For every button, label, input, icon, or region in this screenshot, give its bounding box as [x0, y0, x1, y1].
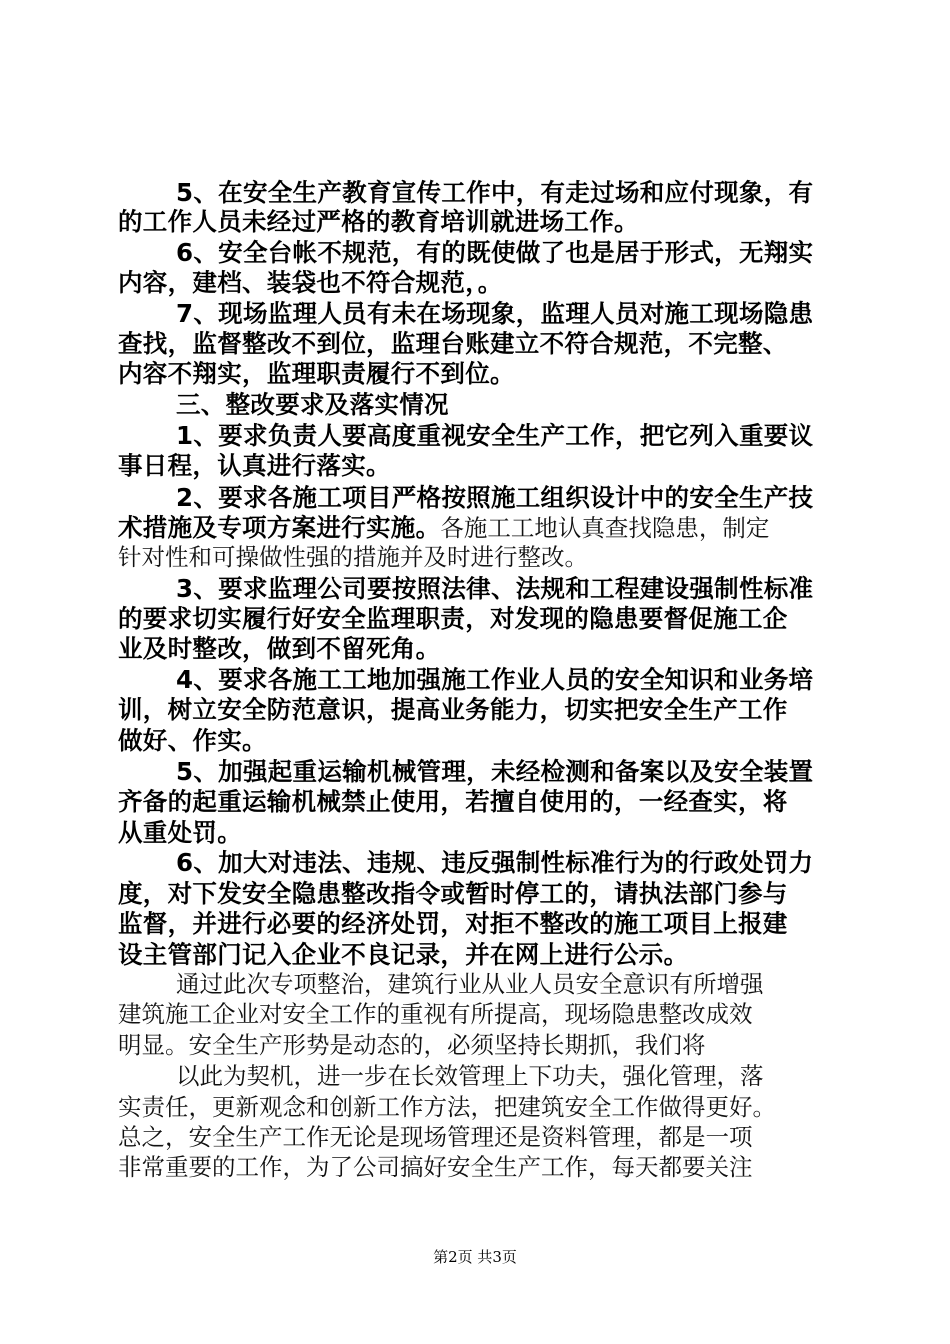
text-line: 6、加大对违法、违规、违反强制性标准行为的行政处罚力 — [176, 848, 814, 877]
text-line — [118, 513, 770, 542]
text-segment: 各施工工地认真查找隐患，制定 — [440, 514, 770, 542]
text-line: 监督，并进行必要的经济处罚，对拒不整改的施工项目上报建 — [118, 909, 788, 938]
text-line: 3、要求监理公司要按照法律、法规和工程建设强制性标准 — [176, 574, 814, 603]
text-line: 通过此次专项整治，建筑行业从业人员安全意识有所增强 — [176, 970, 764, 998]
text-line: 以此为契机，进一步在长效管理上下功夫，强化管理，落 — [176, 1062, 764, 1090]
text-line: 做好、作实。 — [118, 726, 267, 755]
text-line: 5、在安全生产教育宣传工作中，有走过场和应付现象，有 — [176, 178, 814, 207]
section-heading: 三、整改要求及落实情况 — [176, 390, 449, 419]
text-line: 5、加强起重运输机械管理，未经检测和备案以及安全装置 — [176, 757, 814, 786]
text-segment: 术措施及专项方案进行实施。 — [118, 513, 441, 542]
text-line: 针对性和可操做性强的措施并及时进行整改。 — [118, 543, 588, 571]
text-line: 明显。安全生产形势是动态的，必须坚持长期抓，我们将 — [118, 1031, 706, 1059]
text-line: 设主管部门记入企业不良记录，并在网上进行公示。 — [118, 940, 689, 969]
page-number-footer: 第2页 共3页 — [433, 1248, 517, 1266]
text-line: 度，对下发安全隐患整改指令或暂时停工的，请执法部门参与 — [118, 879, 788, 908]
text-line: 总之，安全生产工作无论是现场管理还是资料管理，都是一项 — [118, 1123, 753, 1151]
text-line: 非常重要的工作，为了公司搞好安全生产工作，每天都要关注 — [118, 1153, 753, 1181]
text-line: 查找，监督整改不到位，监理台账建立不符合规范，不完整、 — [118, 329, 788, 358]
text-line: 4、要求各施工工地加强施工作业人员的安全知识和业务培 — [176, 665, 814, 694]
text-line: 2、要求各施工项目严格按照施工组织设计中的安全生产技 — [176, 483, 814, 512]
text-line: 内容不翔实，监理职责履行不到位。 — [118, 359, 515, 388]
text-line: 的工作人员未经过严格的教育培训就进场工作。 — [118, 207, 639, 236]
text-line: 事日程，认真进行落实。 — [118, 451, 391, 480]
text-line: 齐备的起重运输机械禁止使用，若擅自使用的，一经查实，将 — [118, 787, 788, 816]
text-line: 6、安全台帐不规范，有的既使做了也是居于形式，无翔实 — [176, 238, 814, 267]
text-line: 的要求切实履行好安全监理职责，对发现的隐患要督促施工企 — [118, 604, 788, 633]
text-line: 从重处罚。 — [118, 818, 242, 847]
text-line: 业及时整改，做到不留死角。 — [118, 634, 441, 663]
text-line: 实责任，更新观念和创新工作方法，把建筑安全工作做得更好。 — [118, 1093, 776, 1121]
text-line: 内容，建档、装袋也不符合规范，。 — [118, 268, 503, 297]
text-line: 1、要求负责人要高度重视安全生产工作，把它列入重要议 — [176, 421, 814, 450]
text-line: 7、现场监理人员有未在场现象，监理人员对施工现场隐患 — [176, 299, 814, 328]
text-line: 训，树立安全防范意识，提高业务能力，切实把安全生产工作 — [118, 695, 788, 724]
text-line: 建筑施工企业对安全工作的重视有所提高，现场隐患整改成效 — [118, 1000, 753, 1028]
